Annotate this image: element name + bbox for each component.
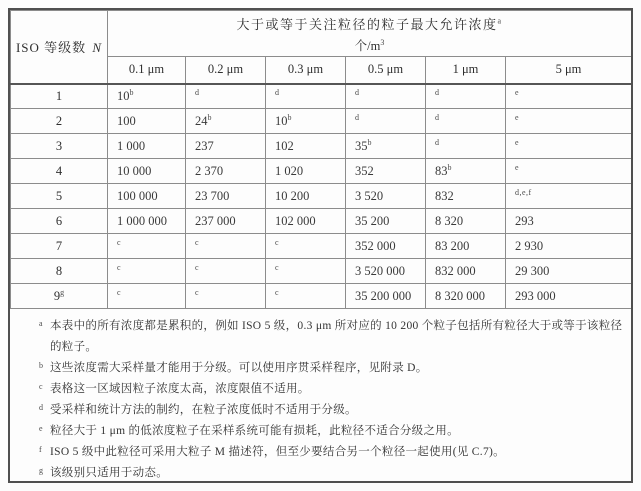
concentration-cell [108, 84, 186, 109]
footnote-c [10, 379, 625, 400]
concentration-value: 293 000 [515, 288, 556, 303]
concentration-value: 1 020 [275, 163, 304, 178]
concentration-value: 10 [275, 113, 288, 128]
footnote-ref: d [355, 112, 360, 122]
concentration-value: 35 200 000 [355, 288, 412, 303]
concentration-value: 3 520 [355, 188, 384, 203]
concentration-value: 293 [515, 213, 534, 228]
concentration-value: 832 000 [435, 263, 476, 278]
footnote-text: 该级别只适用于动态。 [50, 467, 168, 479]
concentration-cell [186, 259, 266, 284]
footnote-marker: e [39, 424, 43, 433]
concentration-cell [506, 284, 632, 309]
concentration-cell [266, 259, 346, 284]
concentration-value: 100 [117, 113, 136, 128]
footnote-ref: e [515, 87, 520, 97]
footnotes-section [10, 309, 631, 483]
concentration-cell [506, 259, 632, 284]
iso-class-number-value: 9 [53, 288, 61, 303]
iso-class-column-header [11, 11, 108, 84]
footnote-b [10, 358, 625, 379]
footnote-marker: g [39, 466, 43, 475]
concentration-cell [108, 159, 186, 184]
table-row [11, 259, 632, 284]
concentration-cell [266, 184, 346, 209]
concentration-value: 8 320 [435, 213, 464, 228]
concentration-value: 35 200 [355, 213, 390, 228]
concentration-cell [426, 109, 506, 134]
concentration-cell [426, 209, 506, 234]
footnote-ref: b [129, 87, 134, 97]
footnote-ref: d [275, 87, 280, 97]
concentration-cell [346, 184, 426, 209]
concentration-value: 8 320 000 [435, 288, 485, 303]
concentration-value: 352 [355, 163, 374, 178]
footnote-ref: c [275, 262, 280, 272]
footnote-text: 表格这一区域因粒子浓度太高，浓度限值不适用。 [50, 383, 310, 395]
footnote-ref: e [515, 137, 520, 147]
iso-class-number [11, 84, 108, 109]
concentration-header-text: 大于或等于关注粒径的粒子最大允许浓度 [236, 16, 498, 32]
concentration-unit [109, 36, 630, 54]
concentration-cell [346, 209, 426, 234]
concentration-value: 237 000 [195, 213, 236, 228]
concentration-value: 10 000 [117, 163, 152, 178]
concentration-cell [186, 284, 266, 309]
footnote-ref: c [117, 237, 122, 247]
iso-class-variable: N [92, 40, 103, 56]
concentration-cell [506, 134, 632, 159]
unit-text: 个/m [354, 38, 381, 53]
concentration-cell [506, 109, 632, 134]
concentration-cell [266, 234, 346, 259]
footnote-text: ISO 5 级中此粒径可采用大粒子 M 描述符，但至少要结合另一个粒径一起使用(见 C.7)。 [50, 446, 505, 458]
iso-class-number [11, 134, 108, 159]
footnote-d [10, 400, 625, 421]
size-column-header: 0.3 μm [266, 57, 346, 84]
footnote-ref: c [117, 287, 122, 297]
footnote-ref: c [195, 237, 200, 247]
concentration-value: 2 370 [195, 163, 224, 178]
concentration-cell [266, 159, 346, 184]
footnote-ref: d [355, 87, 360, 97]
footnote-text: 本表中的所有浓度都是累积的，例如 ISO 5 级，0.3 μm 所对应的 10 200 个粒子包括所有粒径大于或等于该粒径的粒子。 [50, 320, 623, 353]
iso-class-number-value: 2 [55, 113, 63, 128]
concentration-cell [346, 259, 426, 284]
concentration-value: 3 520 000 [355, 263, 405, 278]
footnote-ref: d [435, 137, 440, 147]
table-header-row-main [11, 11, 632, 57]
table-row [11, 184, 632, 209]
concentration-cell [186, 134, 266, 159]
concentration-value: 10 200 [275, 188, 310, 203]
footnote-ref: g [60, 287, 65, 297]
concentration-cell [186, 184, 266, 209]
iso-class-number-value: 7 [55, 238, 63, 253]
table-row [11, 284, 632, 309]
concentration-cell [266, 109, 346, 134]
concentration-cell [186, 209, 266, 234]
footnote-ref: b [207, 112, 212, 122]
footnote-ref: b [367, 137, 372, 147]
footnote-ref: d [435, 87, 440, 97]
footnote-marker: f [39, 445, 42, 454]
concentration-cell [426, 259, 506, 284]
footnote-a [10, 316, 625, 358]
concentration-cell [108, 184, 186, 209]
concentration-cell [426, 284, 506, 309]
footnote-text: 这些浓度需大采样量才能用于分级。可以使用序贯采样程序，见附录 D。 [50, 362, 428, 374]
concentration-value: 102 000 [275, 213, 316, 228]
footnote-text: 粒径大于 1 μm 的低浓度粒子在采样系统可能有损耗，此粒径不适合分级之用。 [50, 425, 459, 437]
concentration-cell [108, 134, 186, 159]
table-row [11, 234, 632, 259]
concentration-value: 83 [435, 163, 448, 178]
concentration-cell [186, 159, 266, 184]
footnote-ref: c [275, 237, 280, 247]
concentration-cell [108, 209, 186, 234]
concentration-cell [186, 109, 266, 134]
footnote-marker: d [39, 403, 43, 412]
concentration-value: 83 200 [435, 238, 470, 253]
concentration-cell [108, 284, 186, 309]
footnote-ref: e [515, 162, 520, 172]
footnote-ref: c [275, 287, 280, 297]
table-row [11, 134, 632, 159]
concentration-value: 832 [435, 188, 454, 203]
concentration-header-footnote-ref: a [497, 16, 503, 26]
concentration-value: 35 [355, 138, 368, 153]
concentration-value: 23 700 [195, 188, 230, 203]
concentration-cell [346, 234, 426, 259]
concentration-cell [506, 234, 632, 259]
concentration-cell [426, 234, 506, 259]
iso-class-number-value: 8 [55, 263, 63, 278]
footnote-ref: c [195, 262, 200, 272]
iso-class-number-value: 1 [55, 88, 63, 103]
concentration-cell [506, 184, 632, 209]
concentration-cell [266, 84, 346, 109]
footnote-e [10, 421, 625, 442]
iso-class-number [11, 159, 108, 184]
concentration-cell [506, 159, 632, 184]
footnote-ref: c [117, 262, 122, 272]
iso-class-label: ISO 等级数 [15, 40, 87, 56]
concentration-value: 100 000 [117, 188, 158, 203]
concentration-cell [346, 134, 426, 159]
concentration-cell [506, 209, 632, 234]
concentration-value: 29 300 [515, 263, 550, 278]
concentration-cell [108, 109, 186, 134]
iso-class-number-value: 6 [55, 213, 63, 228]
concentration-cell [266, 209, 346, 234]
concentration-value: 237 [195, 138, 214, 153]
table-row [11, 109, 632, 134]
footnote-ref: d [195, 87, 200, 97]
footnote-ref: c [195, 287, 200, 297]
iso-class-number [11, 184, 108, 209]
concentration-cell [346, 84, 426, 109]
table-row [11, 209, 632, 234]
concentration-cell [426, 184, 506, 209]
concentration-cell [108, 259, 186, 284]
concentration-cell [346, 284, 426, 309]
iso-class-number-value: 3 [55, 138, 63, 153]
concentration-cell [346, 159, 426, 184]
concentration-value: 102 [275, 138, 294, 153]
concentration-value: 2 930 [515, 238, 544, 253]
iso-class-number [11, 109, 108, 134]
concentration-cell [426, 134, 506, 159]
iso-class-number [11, 259, 108, 284]
footnote-ref: e [515, 112, 520, 122]
concentration-value: 1 000 000 [117, 213, 167, 228]
concentration-value: 352 000 [355, 238, 396, 253]
concentration-value: 24 [195, 113, 208, 128]
unit-exponent: 3 [380, 37, 385, 47]
size-column-header: 0.2 μm [186, 57, 266, 84]
iso-class-table [10, 10, 632, 309]
footnote-marker: b [39, 361, 43, 370]
size-column-header: 0.1 μm [108, 57, 186, 84]
concentration-cell [346, 109, 426, 134]
iso-class-number [11, 234, 108, 259]
footnote-text: 受采样和统计方法的制约，在粒子浓度低时不适用于分级。 [50, 404, 357, 416]
footnote-g [10, 463, 625, 483]
iso-class-number-value: 5 [55, 188, 63, 203]
footnote-marker: c [39, 382, 43, 391]
table-frame [8, 8, 633, 483]
concentration-header-title [109, 14, 630, 33]
concentration-header [108, 11, 632, 57]
footnote-ref: d [435, 112, 440, 122]
footnote-ref: d,e,f [515, 187, 532, 197]
size-column-header: 1 μm [426, 57, 506, 84]
concentration-cell [186, 234, 266, 259]
footnote-marker: a [39, 319, 43, 328]
table-row [11, 159, 632, 184]
concentration-cell [266, 134, 346, 159]
iso-class-number [11, 209, 108, 234]
table-body [11, 84, 632, 309]
concentration-value: 1 000 [117, 138, 146, 153]
footnote-f [10, 442, 625, 463]
size-column-header: 0.5 μm [346, 57, 426, 84]
concentration-cell [426, 84, 506, 109]
footnote-ref: b [447, 162, 452, 172]
iso-class-number [11, 284, 108, 309]
concentration-value: 10 [117, 88, 130, 103]
concentration-cell [186, 84, 266, 109]
size-column-header: 5 μm [506, 57, 632, 84]
concentration-cell [506, 84, 632, 109]
table-row [11, 84, 632, 109]
concentration-cell [108, 234, 186, 259]
iso-class-number-value: 4 [55, 163, 63, 178]
footnote-ref: b [287, 112, 292, 122]
concentration-cell [426, 159, 506, 184]
concentration-cell [266, 284, 346, 309]
